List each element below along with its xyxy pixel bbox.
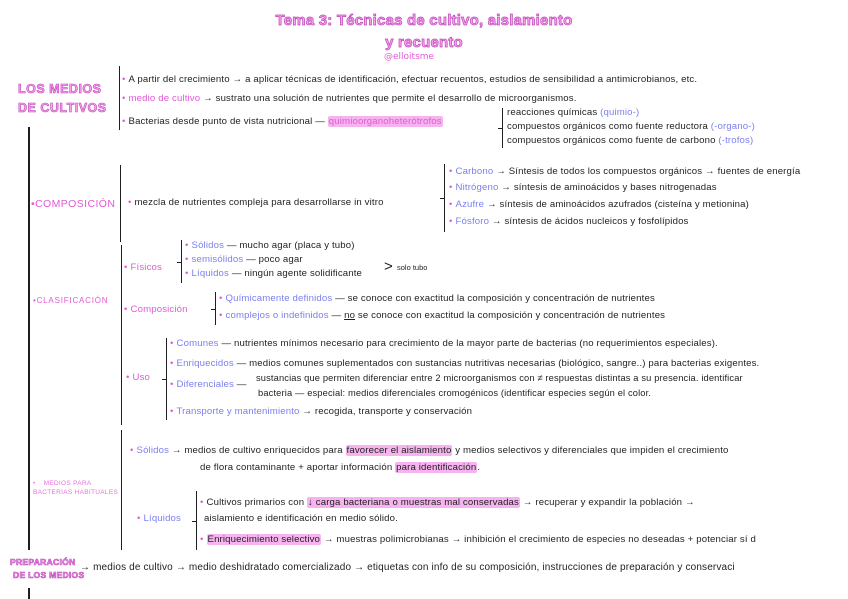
type-line [170, 405, 842, 418]
term-liquidos: Líquidos [143, 513, 181, 524]
note-text: de flora contaminante + aportar información [200, 462, 396, 473]
bullet: • [200, 497, 204, 508]
etymology-text: compuestos orgánicos como fuente reductora [507, 121, 711, 132]
section-label-composicion [31, 198, 115, 211]
section-bracket [121, 245, 122, 425]
section-label-line: BACTERIAS HABITUALES [33, 489, 119, 496]
type-line [185, 253, 378, 266]
type-line [185, 267, 378, 280]
medium-line [200, 533, 842, 546]
highlight: Enriquecimiento selectivo [207, 534, 321, 545]
left-margin-line [28, 127, 30, 550]
note-line [122, 115, 496, 128]
term-solidos: Sólidos [191, 240, 225, 251]
medium-line-continued: aislamiento e identificación en medio sólido. [204, 513, 398, 524]
page-title: Tema 3: Técnicas de cultivo, aislamiento [275, 12, 573, 29]
term-semisolidos: semisólidos [191, 254, 244, 265]
term-fosforo: Fósforo [455, 216, 490, 227]
sub-label-fisicos [124, 261, 180, 274]
note-text: → sustrato una solución de nutrientes que permite el desarrollo de microorganismos. [200, 93, 577, 104]
etymology-text: compuestos orgánicos como fuente de carbono [507, 135, 719, 146]
left-margin-line-continued [28, 588, 30, 599]
bullet: • [122, 74, 126, 85]
note-text: → muestras polimicrobianas → inhibición el crecimiento de especies no deseadas + potenciar sí d [321, 534, 756, 545]
emphasis-no: no [344, 310, 356, 321]
term-quimioorganoheterotrofos: quimioorganoheterótrofos [328, 116, 442, 127]
medium-line [130, 444, 842, 457]
section-label-line: DE CULTIVOS [18, 101, 107, 115]
note-text: → síntesis de aminoácidos y bases nitrogenadas [498, 182, 717, 193]
element-line [449, 198, 842, 211]
bullet: • [219, 310, 223, 321]
element-line [449, 215, 842, 228]
term-carbono: Carbono [455, 166, 494, 177]
preparation-line: → medios de cultivo → medio deshidratado comercializado → etiquetas con info de su composición, instrucciones de preparación y conservaci [80, 562, 735, 573]
bullet: • [170, 406, 174, 417]
section-bracket [121, 430, 122, 550]
grouping-mark: > [384, 258, 393, 275]
bullet: • [449, 182, 453, 193]
highlight: para identificación [396, 462, 477, 473]
bullet: • [126, 372, 130, 383]
etymology-line [507, 134, 842, 147]
term-solidos: Sólidos [136, 445, 170, 456]
author-handle: @elloitsme [384, 52, 435, 62]
note-text: — [233, 379, 247, 390]
term-liquidos: Líquidos [191, 268, 229, 279]
highlight: favorecer el aislamiento [346, 445, 452, 456]
type-line [185, 239, 428, 252]
term-diferenciales: Diferenciales [176, 379, 234, 390]
curly-brace [196, 491, 197, 550]
bullet: • [33, 480, 36, 487]
bullet: • [170, 358, 174, 369]
bullet: • [185, 268, 189, 279]
bullet: • [33, 296, 37, 305]
note-text: — nutrientes mínimos necesario para crecimiento de la mayor parte de bacterias (no requerimientos especiales). [218, 338, 718, 349]
element-line [449, 181, 842, 194]
bullet: • [124, 262, 128, 273]
bullet: • [122, 116, 126, 127]
bullet: • [128, 197, 132, 208]
bullet: • [449, 166, 453, 177]
note-text: → Síntesis de todos los compuestos orgánicos → fuentes de energía [493, 166, 801, 177]
bullet: • [449, 216, 453, 227]
bullet: • [449, 199, 453, 210]
term-quimicamente-definidos: Químicamente definidos [225, 293, 333, 304]
note-text: se conoce con exactitud la composición y concentración de nutrientes [355, 310, 666, 321]
medium-line-continued [200, 461, 842, 474]
section-label-text: MEDIOS PARA [43, 480, 92, 487]
note-text: Cultivos primarios con [206, 497, 307, 508]
note-text: — se conoce con exactitud la composición y concentración de nutrientes [332, 293, 655, 304]
section-label-preparacion [10, 556, 84, 582]
bullet: • [124, 304, 128, 315]
note-text: y medios selectivos y diferenciales que impiden el crecimiento [452, 445, 729, 456]
note-text: Bacterias desde punto de vista nutricional — [128, 116, 328, 127]
type-line [219, 292, 842, 305]
etymology-tag: (-trofos) [718, 135, 754, 146]
section-label-bacterias-habituales [33, 479, 118, 497]
curly-brace [444, 164, 445, 232]
note-line [122, 92, 842, 105]
term-comunes: Comunes [176, 338, 219, 349]
bullet: • [170, 379, 174, 390]
note-text: → síntesis de ácidos nucleicos y fosfolípidos [489, 216, 689, 227]
type-line [170, 378, 254, 391]
sub-label-liquidos [137, 512, 193, 525]
section-label-text: COMPOSICIÓN [35, 198, 116, 210]
section-label-clasificacion [33, 295, 108, 306]
note-text: — ningún agente solidificante [229, 268, 363, 279]
note-text-line: sustancias que permiten diferenciar entre 2 microorganismos con ≠ respuestas distintas a su presencia. identificar [256, 373, 743, 383]
section-label-medios-de-cultivo [18, 80, 107, 118]
etymology-tag: (quimio-) [600, 107, 640, 118]
sub-label-uso [126, 371, 163, 384]
section-bracket [120, 165, 121, 242]
curly-brace [181, 240, 182, 283]
sub-label-text: Físicos [130, 262, 162, 273]
section-bracket [119, 66, 120, 130]
term-medio-de-cultivo: medio de cultivo [128, 93, 201, 104]
note-text: → medios de cultivo enriquecidos para [169, 445, 346, 456]
etymology-line [507, 120, 842, 133]
etymology-text: reacciones químicas [507, 107, 601, 118]
curly-brace [166, 338, 167, 420]
highlight: ↓ carga bacteriana o muestras mal conservadas [308, 497, 519, 508]
bullet: • [185, 254, 189, 265]
bullet: • [170, 338, 174, 349]
note-text: → recogida, transporte y conservación [299, 406, 473, 417]
note-text: mezcla de nutrientes compleja para desarrollarse in vitro [134, 197, 384, 208]
section-label-text: CLASIFICACIÓN [36, 296, 109, 305]
etymology-line [507, 106, 842, 119]
note-text: — [328, 310, 345, 321]
type-line [170, 357, 842, 370]
note-line [128, 196, 436, 209]
section-label-line: DE LOS MEDIOS [13, 570, 85, 580]
type-line [170, 337, 842, 350]
note-line [122, 73, 842, 86]
section-label-line: LOS MEDIOS [18, 82, 102, 96]
bullet: • [185, 240, 189, 251]
medium-line [200, 496, 842, 509]
curly-brace [215, 292, 216, 325]
note-text: — mucho agar (placa y tubo) [224, 240, 355, 251]
note-text: — medios comunes suplementados con sustancias nutritivas necesarias (biológico, sangre..) para bacterias exigentes. [233, 358, 760, 369]
type-line [219, 309, 842, 322]
note-text: → recuperar y expandir la población → [519, 497, 695, 508]
sub-label-text: Uso [132, 372, 151, 383]
note-text: A partir del crecimiento → a aplicar técnicas de identificación, efectuar recuentos, estudios de sensibilidad a antimicrobianos, etc. [128, 74, 698, 85]
page-title-continued: y recuento [385, 34, 463, 51]
note-solo-tubo: solo tubo [397, 263, 428, 272]
bullet: • [122, 93, 126, 104]
term-enriquecidos: Enriquecidos [176, 358, 234, 369]
sub-label-text: Composición [130, 304, 188, 315]
element-line [449, 165, 842, 178]
bullet: • [31, 198, 36, 210]
curly-brace [502, 108, 503, 148]
section-label-line: PREPARACIÓN [10, 557, 76, 567]
bullet: • [137, 513, 141, 524]
etymology-tag: (-organo-) [710, 121, 755, 132]
section-label-line [33, 479, 118, 488]
note-text: — poco agar [243, 254, 303, 265]
term-complejos: complejos o indefinidos [225, 310, 329, 321]
sub-label-composicion [124, 303, 212, 316]
note-text-line: bacteria — especial: medios diferenciales cromogénicos (identificar especies según el color. [258, 388, 652, 398]
term-transporte: Transporte y mantenimiento [176, 406, 300, 417]
bullet: • [130, 445, 134, 456]
term-azufre: Azufre [455, 199, 485, 210]
bullet: • [219, 293, 223, 304]
note-text: . [477, 462, 481, 473]
bullet: • [200, 534, 204, 545]
note-text: → síntesis de aminoácidos azufrados (cisteína y metionina) [484, 199, 749, 210]
term-nitrogeno: Nitrógeno [455, 182, 499, 193]
